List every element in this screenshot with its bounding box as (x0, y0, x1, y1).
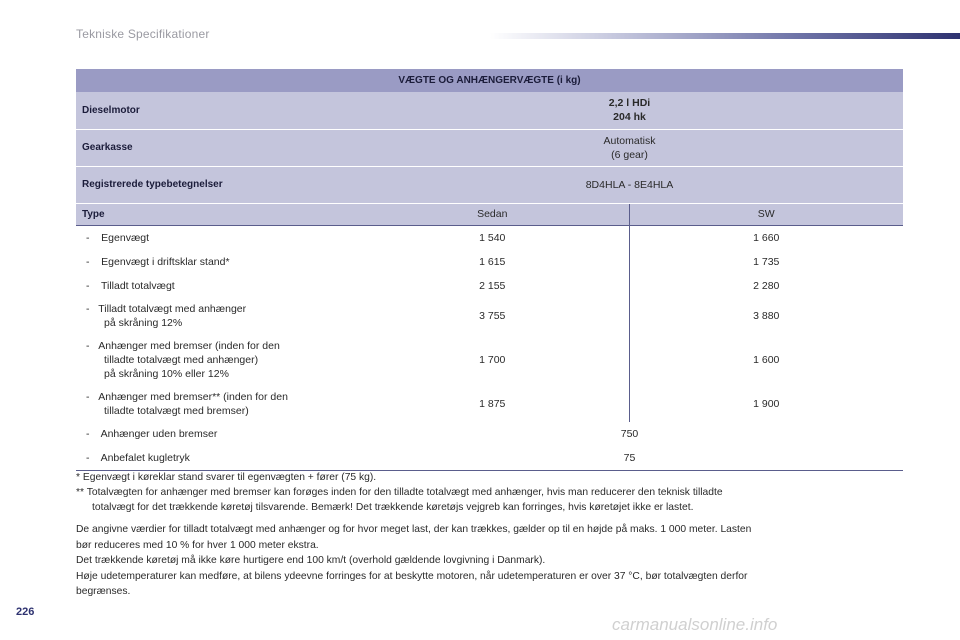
row-sedan: 1 700 (479, 354, 506, 366)
row-label (76, 250, 356, 274)
row-label (76, 334, 356, 386)
type-sedan: Sedan (356, 203, 629, 225)
table-row (76, 446, 903, 470)
body-line4: Høje udetemperaturer kan medføre, at bilens ydeevne forringes for at beskytte motoren, når udetemperaturen er over 37 °C, bør totalvægten derfor (76, 570, 748, 582)
table-title-row (76, 69, 903, 92)
unbraked-label: Anhænger uden bremser (100, 428, 218, 440)
table-row (76, 334, 903, 386)
typecode-row (76, 166, 903, 203)
engine-label: Dieselmotor (76, 92, 356, 129)
header-decor-bar (490, 33, 960, 39)
row-sedan: 3 755 (479, 309, 506, 322)
row-label-line1: Egenvægt (101, 231, 150, 244)
watermark-text: carmanualsonline.info (612, 615, 778, 634)
engine-value-line2: 204 hk (613, 111, 646, 124)
gearbox-value-line1: Automatisk (603, 134, 656, 147)
body-line3: Det trækkende køretøj må ikke køre hurtigere end 100 km/t (overhold gældende lovgivning i Danmark). (76, 555, 546, 566)
table-row (76, 225, 903, 250)
typecode-value: 8D4HLA - 8E4HLA (356, 166, 903, 203)
gearbox-label: Gearkasse (76, 129, 356, 166)
row-sw: 2 280 (629, 274, 903, 297)
footnotes (76, 470, 906, 515)
engine-value-line1: 2,2 l HDi (608, 97, 651, 110)
body-line1: De angivne værdier for tilladt totalvægt med anhænger og for hvor meget last, der kan trækkes, gælder op til en højde på maks. 1 000 meter. Lasten (76, 524, 752, 535)
footnote-1: * Egenvægt i køreklar stand svarer til egenvægten + fører (75 kg). (76, 472, 377, 483)
row-sw: 1 735 (629, 250, 903, 274)
gearbox-value-line2: (6 gear) (611, 148, 648, 161)
towball-value: 75 (356, 446, 903, 470)
row-dash: - (86, 231, 90, 244)
unbraked-value: 750 (620, 428, 639, 440)
footnote-2-line2: totalvægt for det trækkende køretøj tilsvarende. Bemærk! Det trækkende køretøjs vejgreb kan forringes, hvis køretøjet ikke er lastet. (92, 502, 694, 513)
engine-row (76, 92, 903, 129)
table-row (76, 274, 903, 297)
row-label-line2: tilladte totalvægt med bremser) (104, 405, 249, 417)
row-dash: - (86, 302, 90, 315)
page-number: 226 (16, 606, 35, 618)
row-label-line2: tilladte totalvægt med anhænger) (104, 354, 259, 366)
row-dash: - (86, 256, 90, 268)
row-dash: - (86, 391, 90, 403)
footnote-2-line1: ** Totalvægten for anhænger med bremser kan forøges inden for den tilladte totalvægt med anhænger, hvis man reducerer den teknisk tilladte (76, 487, 723, 498)
engine-value (356, 92, 903, 129)
type-label: Type (76, 203, 356, 225)
row-label-line1: Tilladt totalvægt (100, 279, 175, 292)
row-label-line1: Egenvægt i driftsklar stand* (101, 256, 230, 268)
row-label-line1: Anhænger med bremser (inden for den (98, 340, 280, 352)
table-title: VÆGTE OG ANHÆNGERVÆGTE (i kg) (76, 69, 903, 92)
row-dash: - (86, 428, 90, 440)
row-label-line1: Tilladt totalvægt med anhænger (98, 302, 247, 315)
row-sedan: 1 540 (479, 231, 506, 244)
row-label (76, 274, 356, 297)
table-row (76, 386, 903, 422)
table-row (76, 297, 903, 334)
row-sw: 1 900 (629, 386, 903, 422)
row-sw: 1 600 (629, 334, 903, 386)
body-line2: bør reduceres med 10 % for hver 1 000 meter ekstra. (76, 539, 319, 551)
row-dash: - (86, 279, 90, 292)
row-sw: 1 660 (629, 225, 903, 250)
type-row (76, 203, 903, 225)
row-dash: - (86, 451, 90, 464)
gearbox-value (356, 129, 903, 166)
table-row (76, 250, 903, 274)
row-label-line1: Anhænger med bremser** (inden for den (98, 391, 288, 403)
row-label (76, 225, 356, 250)
row-label-line3: på skråning 10% eller 12% (104, 368, 229, 380)
row-sw: 3 880 (629, 297, 903, 334)
body-text (76, 522, 906, 600)
row-sedan: 2 155 (479, 279, 506, 292)
row-label-line2: på skråning 12% (104, 316, 183, 329)
page-header-title: Tekniske Specifikationer (76, 27, 210, 41)
towball-label: Anbefalet kugletryk (100, 451, 190, 464)
row-dash: - (86, 340, 90, 352)
row-sedan: 1 615 (479, 256, 506, 268)
row-sedan: 1 875 (479, 398, 506, 410)
weights-table (76, 69, 903, 471)
gearbox-row (76, 129, 903, 166)
table-row (76, 422, 903, 446)
type-sw: SW (629, 203, 903, 225)
row-label (76, 297, 356, 334)
row-label (76, 386, 356, 422)
body-line5: begrænses. (76, 586, 131, 597)
row-label (76, 446, 356, 470)
typecode-label: Registrerede typebetegnelser (76, 166, 356, 203)
row-label (76, 422, 356, 446)
